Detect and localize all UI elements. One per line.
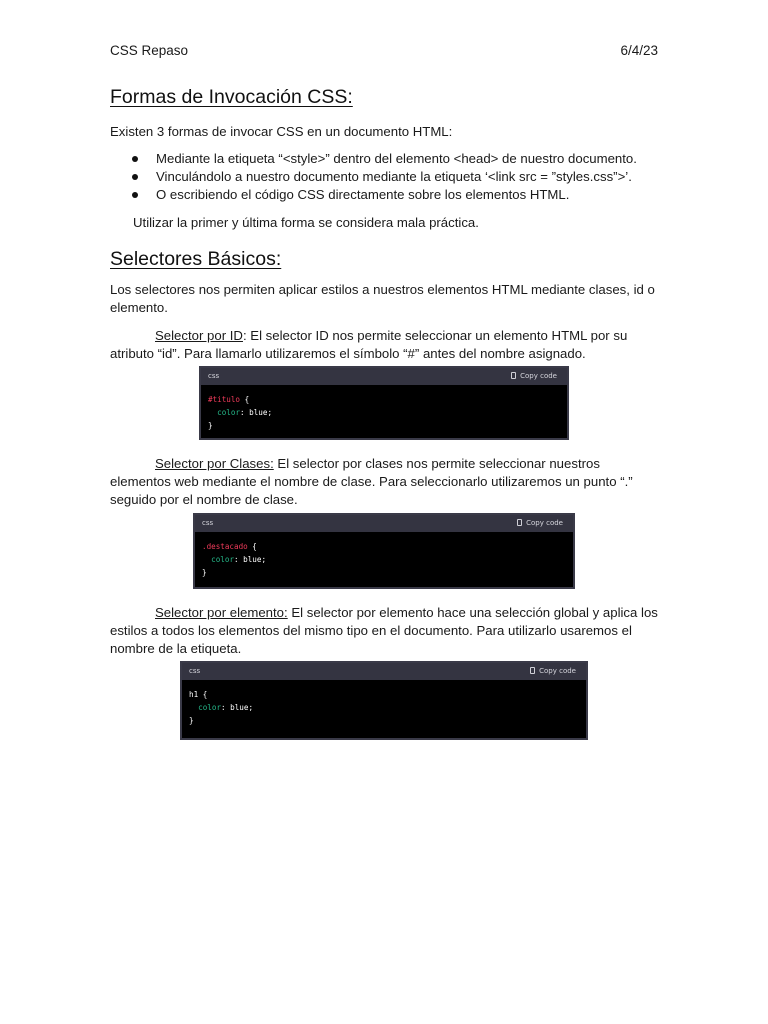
css-brace-open: { (198, 690, 208, 699)
section1-note: Utilizar la primer y última forma se considera mala práctica. (133, 215, 479, 230)
header-date: 6/4/23 (620, 43, 658, 58)
code-block-header (182, 663, 586, 680)
section-title-invocacion: Formas de Invocación CSS: (110, 86, 353, 108)
css-selector: h1 (189, 690, 199, 699)
bullet-icon (132, 174, 138, 180)
code-content (182, 680, 586, 727)
css-brace-open: { (247, 542, 257, 551)
code-block-element (180, 661, 588, 740)
code-content (195, 532, 573, 579)
list-item (110, 186, 658, 204)
list-item-text: Mediante la etiqueta “<style>” dentro del elemento <head> de nuestro documento. (156, 151, 637, 166)
css-brace-close: } (208, 421, 213, 430)
code-language: css (202, 519, 214, 527)
css-property: color (217, 408, 241, 417)
css-value: : blue; (221, 703, 254, 712)
class-selector-paragraph (110, 455, 658, 509)
code-language: css (189, 667, 201, 675)
css-property: color (198, 703, 222, 712)
id-selector-paragraph (110, 327, 658, 363)
code-block-header (201, 368, 567, 385)
invocation-list (110, 150, 658, 204)
css-selector: .destacado (202, 542, 248, 551)
section-title-selectores: Selectores Básicos: (110, 248, 282, 270)
element-selector-paragraph (110, 604, 658, 658)
code-block-id (199, 366, 569, 440)
css-brace-close: } (189, 716, 194, 725)
bullet-icon (132, 192, 138, 198)
copy-code-button[interactable] (517, 519, 563, 527)
list-item-text: Vinculándolo a nuestro documento mediante la etiqueta ‘<link src = ”styles.css”>’. (156, 169, 632, 184)
class-selector-term: Selector por Clases: (155, 456, 274, 471)
copy-code-label: Copy code (520, 372, 557, 380)
css-value: : blue; (240, 408, 273, 417)
element-selector-text: El selector por elemento hace una selección global y aplica los estilos a todos los elementos del mismo tipo en el documento. Para utilizarlo usaremos el nombre de la etiqueta. (110, 605, 658, 656)
bullet-icon (132, 156, 138, 162)
clipboard-icon (517, 519, 522, 526)
list-item (110, 150, 658, 168)
element-selector-term: Selector por elemento: (155, 605, 288, 620)
css-property: color (211, 555, 235, 564)
code-block-header (195, 515, 573, 532)
section1-intro: Existen 3 formas de invocar CSS en un documento HTML: (110, 124, 453, 139)
list-item-text: O escribiendo el código CSS directamente sobre los elementos HTML. (156, 187, 570, 202)
clipboard-icon (511, 372, 516, 379)
code-block-class (193, 513, 575, 589)
copy-code-button[interactable] (511, 372, 557, 380)
css-selector: #titulo (208, 395, 241, 404)
code-content (201, 385, 567, 432)
id-selector-text: : El selector ID nos permite seleccionar un elemento HTML por su atributo “id”. Para llamarlo utilizaremos el símbolo “#” antes del nombre asignado. (110, 328, 628, 361)
copy-code-label: Copy code (526, 519, 563, 527)
css-brace-open: { (240, 395, 250, 404)
copy-code-button[interactable] (530, 667, 576, 675)
clipboard-icon (530, 667, 535, 674)
section2-intro: Los selectores nos permiten aplicar estilos a nuestros elementos HTML mediante clases, id o elemento. (110, 282, 655, 315)
css-value: : blue; (234, 555, 267, 564)
list-item (110, 168, 658, 186)
code-language: css (208, 372, 220, 380)
css-brace-close: } (202, 568, 207, 577)
class-selector-text: El selector por clases nos permite seleccionar nuestros elementos web mediante el nombre de clase. Para seleccionarlo utilizaremos un punto “.” seguido por el nombre de clase. (110, 456, 633, 507)
id-selector-term: Selector por ID (155, 328, 243, 343)
header-title: CSS Repaso (110, 43, 189, 58)
copy-code-label: Copy code (539, 667, 576, 675)
